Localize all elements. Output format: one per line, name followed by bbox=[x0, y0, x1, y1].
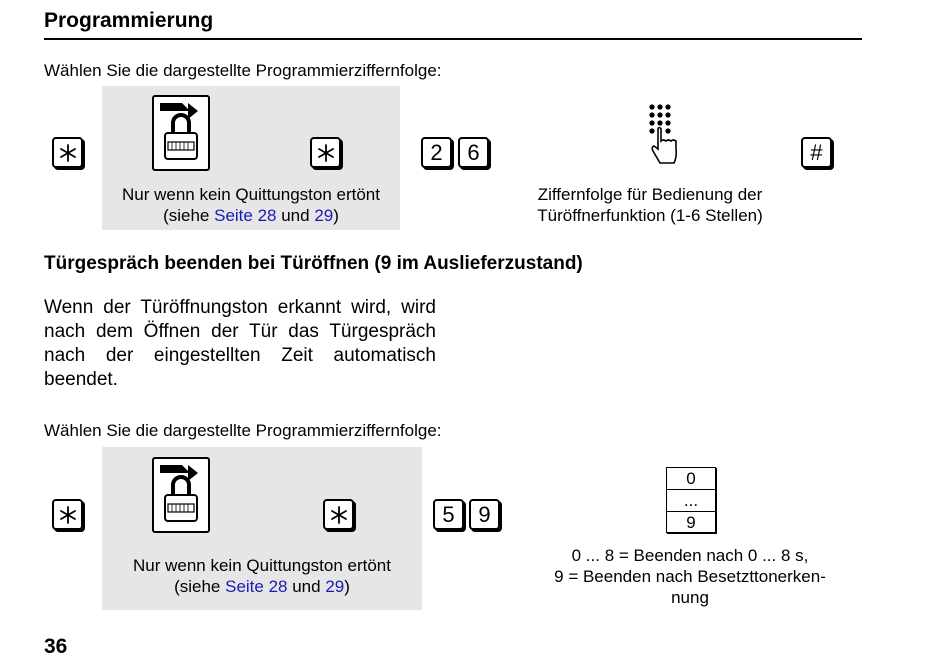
hash-key: # bbox=[801, 137, 832, 168]
value-selector: 0 ... 9 bbox=[666, 467, 716, 533]
digit-key: 9 bbox=[469, 499, 500, 530]
star-key-icon bbox=[323, 499, 354, 530]
star-key-icon bbox=[310, 137, 341, 168]
title-rule bbox=[44, 38, 862, 40]
lock-card-icon bbox=[152, 95, 210, 171]
page-link[interactable]: Seite 28 bbox=[225, 577, 288, 596]
instruction-2: Wählen Sie die dargestellte Programmierziffernfolge: bbox=[44, 421, 442, 440]
note-text: Nur wenn kein Quittungston ertönt (siehe Seite 28 und 29) bbox=[122, 185, 380, 225]
page-link[interactable]: 29 bbox=[325, 577, 345, 596]
page-link[interactable]: 29 bbox=[314, 206, 334, 225]
star-key-icon bbox=[52, 137, 83, 168]
page-title: Programmierung bbox=[44, 9, 214, 32]
star-key-icon bbox=[52, 499, 83, 530]
digit-key: 6 bbox=[458, 137, 489, 168]
page-number: 36 bbox=[44, 635, 68, 658]
conditional-box-2 bbox=[102, 447, 422, 610]
result-caption: 0 ... 8 = Beenden nach 0 ... 8 s, 9 = Beenden nach Besetzttonerken- nung bbox=[554, 546, 826, 607]
keypad-finger-icon bbox=[647, 103, 681, 178]
conditional-box-1 bbox=[102, 86, 400, 230]
digit-key: 5 bbox=[433, 499, 464, 530]
instruction-1: Wählen Sie die dargestellte Programmierziffernfolge: bbox=[44, 61, 442, 80]
page-link[interactable]: Seite 28 bbox=[214, 206, 277, 225]
subsection-title: Türgespräch beenden bei Türöffnen (9 im Auslieferzustand) bbox=[44, 253, 583, 274]
note-text: Nur wenn kein Quittungston ertönt (siehe Seite 28 und 29) bbox=[133, 556, 391, 596]
lock-card-icon bbox=[152, 457, 210, 533]
description-paragraph: Wenn der Türöffnungston erkannt wird, wird nach dem Öffnen der Tür das Türgespräch nach der eingestellten Zeit automatisch beendet. bbox=[44, 297, 436, 390]
digits-caption: Ziffernfolge für Bedienung der Türöffnerfunktion (1-6 Stellen) bbox=[537, 185, 763, 225]
digit-key: 2 bbox=[421, 137, 452, 168]
